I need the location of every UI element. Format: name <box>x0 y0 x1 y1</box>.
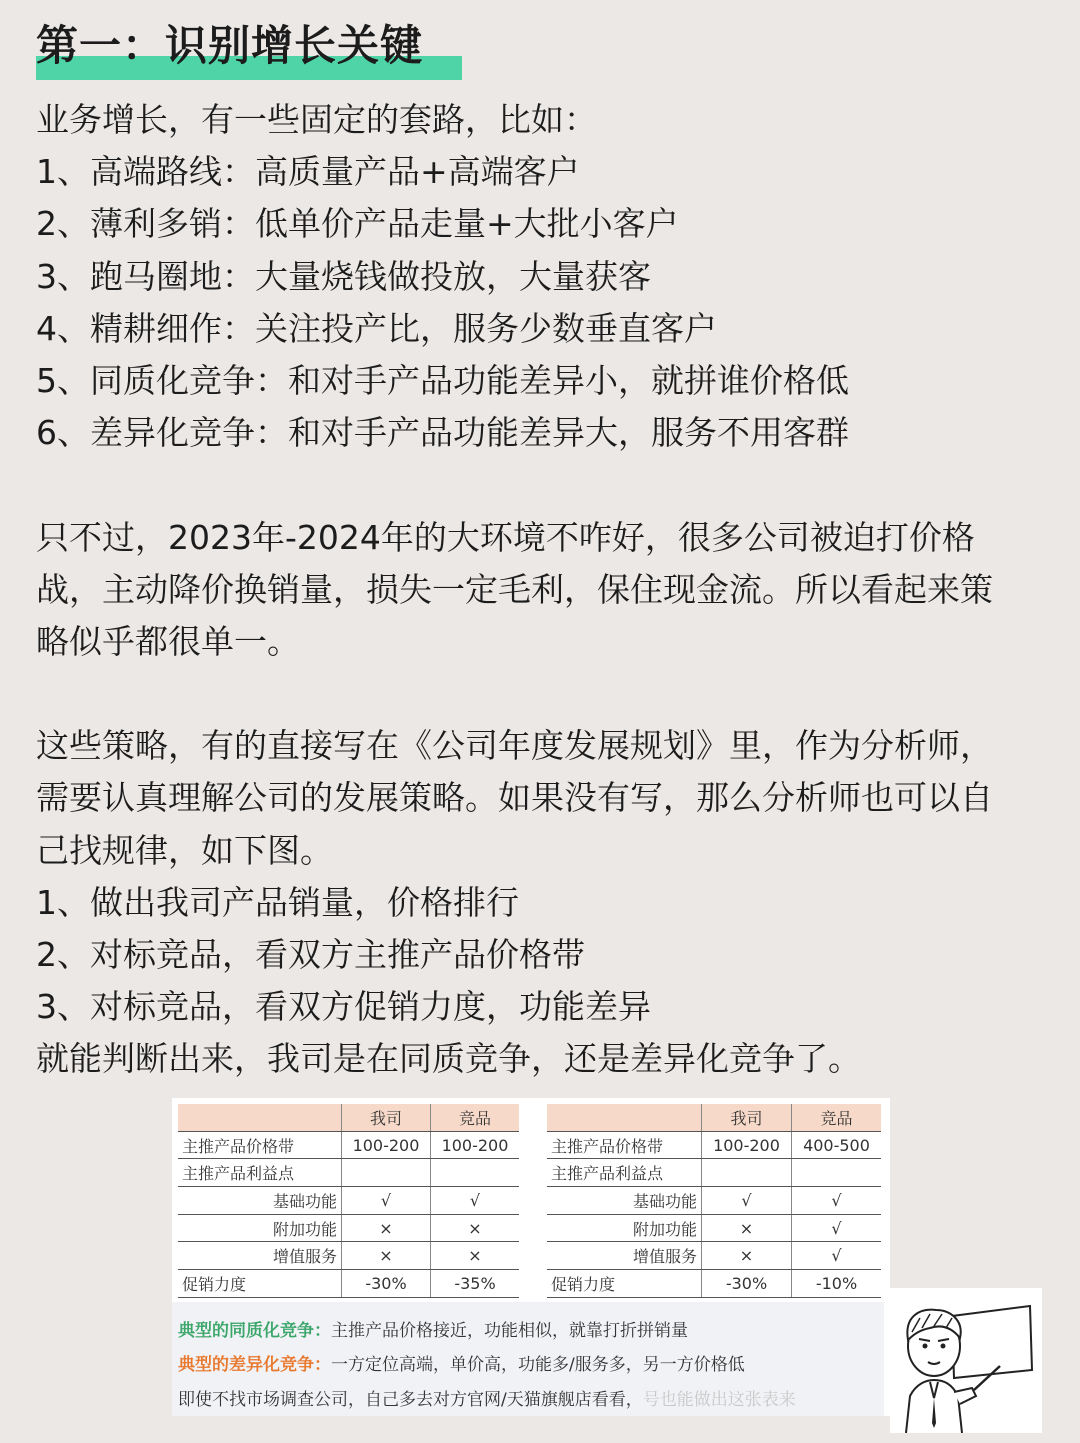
text-line: 战，主动降价换销量，损失一定毛利，保住现金流。所以看起来策 <box>36 569 993 609</box>
text-line: 这些策略，有的直接写在《公司年度发展规划》里，作为分析师， <box>36 726 993 766</box>
table-header-cell: 竞品 <box>431 1104 520 1131</box>
table-header-row <box>178 1104 519 1131</box>
text-line: 己找规律，如下图。 <box>36 830 333 870</box>
text-line: 就能判断出来，我司是在同质竞争，还是差异化竞争了。 <box>36 1039 861 1079</box>
blank-line <box>36 668 1056 720</box>
table-row <box>178 1270 519 1298</box>
comparison-panel <box>172 1098 890 1416</box>
table-header-row <box>547 1104 881 1131</box>
table-cell: 增值服务 <box>178 1242 342 1270</box>
text-line: 4、精耕细作：关注投产比，服务少数垂直客户 <box>36 308 717 348</box>
table-row <box>547 1242 881 1270</box>
table-header-cell: 我司 <box>702 1104 792 1131</box>
text-line: 5、同质化竞争：和对手产品功能差异小，就拼谁价格低 <box>36 360 849 400</box>
note-text: 主推产品价格接近，功能相似，就靠打折拼销量 <box>331 1321 688 1341</box>
table-cell: √ <box>342 1187 431 1215</box>
table-row <box>178 1159 519 1187</box>
table-header-cell: 竞品 <box>792 1104 882 1131</box>
table-cell: 附加功能 <box>547 1214 702 1242</box>
comparison-table-homogeneous <box>178 1104 519 1298</box>
text-line: 2、薄利多销：低单价产品走量+大批小客户 <box>36 204 679 244</box>
table-cell: × <box>702 1242 792 1270</box>
title-block <box>36 18 423 74</box>
note-differentiated <box>178 1350 745 1375</box>
text-line: 1、高端路线：高质量产品+高端客户 <box>36 152 580 192</box>
text-line: 略似乎都很单一。 <box>36 621 300 661</box>
text-line: 需要认真理解公司的发展策略。如果没有写，那么分析师也可以自 <box>36 778 993 818</box>
table-row <box>178 1187 519 1215</box>
teacher-illustration <box>890 1288 1042 1433</box>
note-tip <box>178 1385 796 1410</box>
note-label-differentiated: 典型的差异化竞争： <box>178 1355 331 1375</box>
table-row <box>547 1187 881 1215</box>
text-line: 3、对标竞品，看双方促销力度，功能差异 <box>36 987 651 1027</box>
table-row <box>178 1242 519 1270</box>
watermark-text: 号也能做出这张表来 <box>642 1390 796 1410</box>
comparison-table-differentiated <box>547 1104 881 1298</box>
table-cell: 增值服务 <box>547 1242 702 1270</box>
text-line: 1、做出我司产品销量，价格排行 <box>36 882 519 922</box>
table-cell: 附加功能 <box>178 1214 342 1242</box>
table-row <box>178 1131 519 1159</box>
table-cell: -30% <box>342 1270 431 1298</box>
text-line: 2、对标竞品，看双方主推产品价格带 <box>36 935 585 974</box>
table-cell: √ <box>702 1187 792 1215</box>
table-cell: √ <box>792 1187 882 1215</box>
table-cell: √ <box>431 1187 520 1215</box>
text-line: 业务增长，有一些固定的套路，比如： <box>36 100 597 139</box>
text-line: 只不过，2023年-2024年的大环境不咋好，很多公司被迫打价格 <box>36 517 975 557</box>
table-cell: √ <box>792 1214 882 1242</box>
table-row <box>178 1214 519 1242</box>
note-homogeneous <box>178 1316 688 1341</box>
table-cell <box>431 1159 520 1187</box>
text-line: 6、差异化竞争：和对手产品功能差异大，服务不用客群 <box>36 413 849 453</box>
table-cell: √ <box>792 1242 882 1270</box>
note-label-homogeneous: 典型的同质化竞争： <box>178 1321 331 1341</box>
note-text: 一方定位高端，单价高，功能多/服务多，另一方价格低 <box>331 1355 745 1375</box>
note-text: 即使不找市场调查公司，自己多去对方官网/天猫旗舰店看看， <box>178 1390 643 1410</box>
table-cell: 主推产品价格带 <box>547 1131 702 1159</box>
table-cell: -30% <box>702 1270 792 1298</box>
table-row <box>547 1159 881 1187</box>
table-row <box>547 1214 881 1242</box>
table-row <box>547 1270 881 1298</box>
table-cell <box>547 1104 702 1131</box>
table-cell: 100-200 <box>431 1131 520 1159</box>
table-cell: 主推产品价格带 <box>178 1131 342 1159</box>
table-cell: × <box>431 1242 520 1270</box>
table-cell: -10% <box>792 1270 882 1298</box>
table-cell: 100-200 <box>342 1131 431 1159</box>
table-cell: 主推产品利益点 <box>547 1159 702 1187</box>
table-cell <box>342 1159 431 1187</box>
body-text <box>36 94 1056 1086</box>
table-cell: 促销力度 <box>547 1270 702 1298</box>
table-cell: × <box>431 1214 520 1242</box>
table-header-cell: 我司 <box>342 1104 431 1131</box>
table-cell <box>178 1104 342 1131</box>
table-cell: × <box>342 1242 431 1270</box>
table-cell: × <box>702 1214 792 1242</box>
blank-line <box>36 459 1056 511</box>
table-cell: 400-500 <box>792 1131 882 1159</box>
table-cell: × <box>342 1214 431 1242</box>
table-cell: 主推产品利益点 <box>178 1159 342 1187</box>
page-title: 第一：识别增长关键 <box>36 21 424 70</box>
table-cell: 基础功能 <box>178 1187 342 1215</box>
teacher-drawing <box>890 1288 1042 1433</box>
table-cell: -35% <box>431 1270 520 1298</box>
table-cell: 基础功能 <box>547 1187 702 1215</box>
text-line: 3、跑马圈地：大量烧钱做投放，大量获客 <box>36 256 651 296</box>
table-row <box>547 1131 881 1159</box>
table-cell <box>702 1159 792 1187</box>
table-cell: 100-200 <box>702 1131 792 1159</box>
table-cell <box>792 1159 882 1187</box>
table-cell: 促销力度 <box>178 1270 342 1298</box>
notes-box <box>172 1302 884 1416</box>
